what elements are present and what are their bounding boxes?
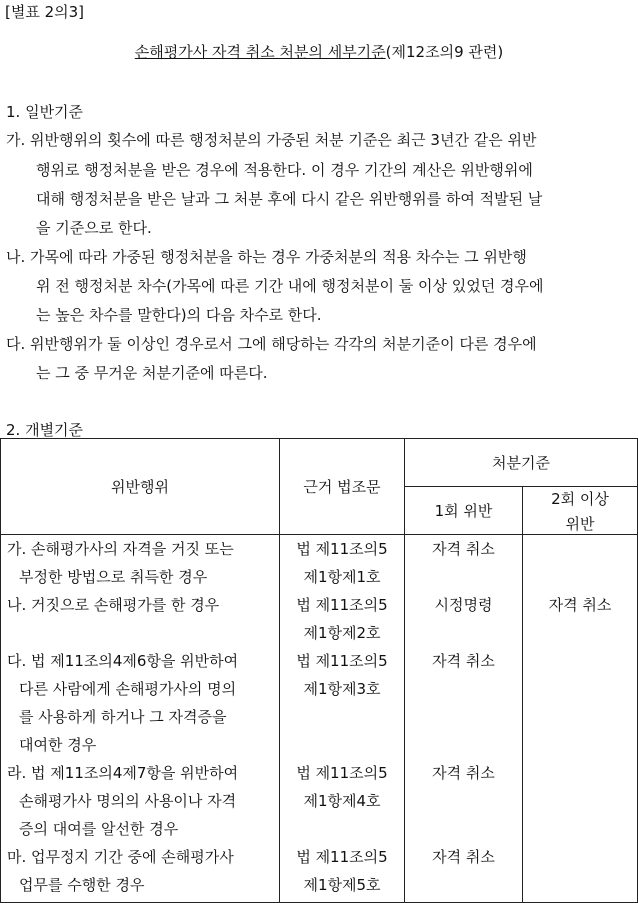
first-penalty [405,675,522,703]
violation-line: 증의 대여를 알선한 경우 [19,820,179,838]
header-second-line2: 위반 [565,514,595,533]
second-penalty [523,563,637,591]
first-penalty: 자격 취소 [432,652,495,670]
header-violation: 위반행위 [1,439,280,535]
general-line: 는 그 중 무거운 처분기준에 따른다. [36,364,268,382]
first-penalty [405,619,522,647]
second-penalty [523,759,637,787]
basis-line: 제1항제4호 [303,792,381,810]
general-line: 나. 가목에 따라 가중된 행정처분을 하는 경우 가중처분의 적용 차수는 그 위반행 [6,248,527,266]
general-line: 위 전 행정처분 차수(가목에 따른 기간 내에 행정처분이 둘 이상 있었던 경우에 [36,277,544,295]
second-penalty [523,535,637,563]
basis-line [280,703,404,731]
basis-line: 법 제11조의5 [296,764,388,782]
header-first-violation: 1회 위반 [405,487,523,535]
basis-line: 법 제11조의5 [296,540,388,558]
first-penalty [405,871,522,899]
second-violation-cell [523,535,638,903]
second-penalty [523,787,637,815]
document-title [0,41,638,62]
violation-line: 라. 법 제11조의4제7항을 위반하여 [7,764,239,782]
general-line: 을 기준으로 한다. [36,219,152,237]
header-standard: 처분기준 [405,439,638,487]
basis-line [280,815,404,843]
violation-line: 나. 거짓으로 손해평가를 한 경우 [7,596,220,614]
basis-line: 제1항제1호 [303,568,381,586]
general-line: 다. 위반행위가 둘 이상인 경우로서 그에 해당하는 각각의 처분기준이 다른 경우에 [6,335,537,353]
header-basis: 근거 법조문 [280,439,405,535]
header-second-line1: 2회 이상 [551,489,609,508]
first-penalty [405,731,522,759]
basis-line: 법 제11조의5 [296,848,388,866]
penalty-table [0,438,638,903]
second-penalty [523,815,637,843]
general-line: 는 높은 차수를 말한다)의 다음 차수로 한다. [36,306,322,324]
first-penalty [405,815,522,843]
annex-label: [별표 2의3] [5,3,85,21]
first-violation-cell [405,535,523,903]
first-penalty [405,787,522,815]
basis-line: 법 제11조의5 [296,596,388,614]
individual-heading: 2. 개별기준 [6,421,84,439]
violation-line: 업무를 수행한 경우 [19,876,145,894]
violation-line: 를 사용하게 하거나 그 자격증을 [19,708,227,726]
basis-line [280,731,404,759]
violation-line: 가. 손해평가사의 자격을 거짓 또는 [7,540,234,558]
violation-line: 마. 업무정지 기간 중에 손해평가사 [7,848,234,866]
violation-line [1,619,279,647]
first-penalty: 자격 취소 [432,540,495,558]
second-penalty [523,675,637,703]
violation-line: 대여한 경우 [19,736,97,754]
first-penalty [405,703,522,731]
general-line: 행위로 행정처분을 받은 경우에 적용한다. 이 경우 기간의 계산은 위반행위에 [36,161,533,179]
general-line: 대해 행정처분을 받은 날과 그 처분 후에 다시 같은 위반행위를 하여 적발된 날 [36,190,543,208]
violation-line: 부정한 방법으로 취득한 경우 [19,568,208,586]
basis-line: 제1항제5호 [303,876,381,894]
header-second-violation [523,487,638,535]
second-penalty [523,731,637,759]
violation-cell [1,535,280,903]
violation-line: 다른 사람에게 손해평가사의 명의 [19,680,237,698]
basis-line: 법 제11조의5 [296,652,388,670]
second-penalty [523,619,637,647]
first-penalty [405,563,522,591]
basis-line: 제1항제3호 [303,680,381,698]
violation-line: 손해평가사 명의의 사용이나 자격 [19,792,237,810]
second-penalty [523,843,637,871]
second-penalty [523,647,637,675]
title-main: 손해평가사 자격 취소 처분의 세부기준 [134,43,386,61]
second-penalty: 자격 취소 [548,596,612,614]
second-penalty [523,871,637,899]
first-penalty: 자격 취소 [432,764,495,782]
title-ref: (제12조의9 관련) [385,43,504,61]
general-heading: 1. 일반기준 [6,103,84,121]
basis-line: 제1항제2호 [303,624,381,642]
first-penalty: 시정명령 [434,596,493,614]
basis-cell [280,535,405,903]
second-penalty [523,703,637,731]
first-penalty: 자격 취소 [432,848,495,866]
violation-line: 다. 법 제11조의4제6항을 위반하여 [7,652,239,670]
general-line: 가. 위반행위의 횟수에 따른 행정처분의 가중된 처분 기준은 최근 3년간 같은 위반 [6,131,537,149]
